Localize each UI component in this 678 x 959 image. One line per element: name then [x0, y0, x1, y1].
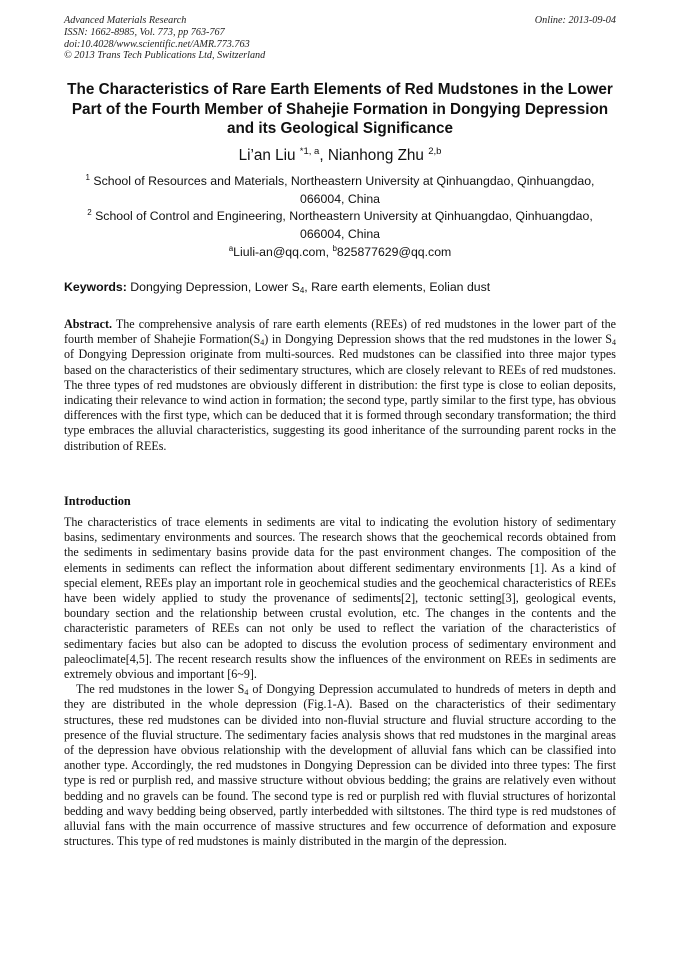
paragraph-2-part-1: The red mudstones in the lower S — [76, 682, 245, 697]
author-2-marks: 2,b — [428, 146, 442, 157]
abstract-part-3: of Dongying Depression originate from multi-sources. Red mudstones can be classified into three major types based on the characteristics of their sedimentary structures, which are closely relevant to REEs of red mudstones. The three types of red mudstones are obviously different in distribution: the first type is close to eolian deposits, indicating their relevance to wind action in formation; the second type, partly similar to the first type, has obvious differences with the first type, which can be deduced that it is formed through secondary transformation; the third type embraces the alluvial characteristics, suggesting its good inheritance of the surrounding parent rocks in the distribution of REEs. — [64, 347, 616, 453]
paragraph-2-part-2: of Dongying Depression accumulated to hundreds of meters in depth and they are distributed in the whole depression (Fig.1-A). Based on the characteristics of their sedimentary structures, these red mudstones can be divided into non-fluvial structure and fluvial structure according to the presence of the fluvial structure. The sedimentary facies analysis shows that red mudstones in the marginal areas of the depression have obvious relationship with the development of alluvial fans which can be classified into another type. Accordingly, the red mudstones in Dongying Depression can be divided into three types: The first type is red or purplish red, and massive structure without obvious bedding; the grains are relatively even without bedding and no gravels can be found. The second type is red or purplish red with fluvial structures of horizontal bedding and wavy bedding being observed, partly interbedded with siltstones. The third type is red mudstones of alluvial fans with the main occurrence of massive structures and few occurrence of deformation and exposure structures. This type of red mudstones is mainly distributed in the margin of the depression. — [64, 682, 616, 849]
affiliation-1-number: 1 — [85, 173, 90, 182]
issn-line: ISSN: 1662-8985, Vol. 773, pp 763-767 — [64, 26, 225, 38]
introduction-body — [64, 515, 616, 849]
affiliation-2-number: 2 — [87, 208, 92, 217]
abstract-sub-1: 4 — [260, 338, 265, 348]
abstract-part-1: The comprehensive analysis of rare earth elements (REEs) of red mudstones in the lower part of the fourth member of Shahejie Formation(S — [64, 317, 616, 347]
author-line — [64, 146, 616, 166]
affiliation-1-text: School of Resources and Materials, Northeastern University at Qinhuangdao, Qinhuangdao, 066004, China — [89, 174, 595, 206]
journal-name: Advanced Materials Research — [64, 15, 187, 26]
doi-line: doi:10.4028/www.scientific.net/AMR.773.763 — [64, 38, 250, 50]
keywords — [64, 279, 616, 296]
author-1-marks: *1, a — [299, 146, 320, 157]
keywords-subscript: 4 — [299, 286, 305, 295]
abstract-label: Abstract. — [64, 317, 113, 331]
email-a: Liuli-an@qq.com, — [233, 245, 333, 259]
affiliation-2-text: School of Control and Engineering, Northeastern University at Qinhuangdao, Qinhuangdao, 066004, China — [91, 209, 593, 241]
abstract-sub-2: 4 — [612, 338, 616, 348]
paper-title: The Characteristics of Rare Earth Elements of Red Mudstones in the Lower Part of the Fourth Member of Shahejie Formation in Dongying Depression and its Geological Significance — [67, 81, 613, 137]
author-1-name: Li’an Liu — [238, 147, 300, 164]
email-line — [64, 244, 616, 262]
author-separator: , Nianhong Zhu — [319, 147, 429, 164]
keywords-text-1: Dongying Depression, Lower S — [126, 280, 300, 294]
introduction-paragraph-2 — [64, 682, 616, 849]
keywords-text-2: , Rare earth elements, Eolian dust — [304, 280, 491, 294]
email-b: 825877629@qq.com — [336, 245, 452, 259]
introduction-paragraph-1: The characteristics of trace elements in sediments are vital to indicating the evolution history of sedimentary basins, sedimentary environments and sources. The research shows that the geochemical records obtained from the sediments in sedimentary basins provide data for the past environment changes. The composition of the elements in sediments can reflect the information about different sedimentary environments [1]. As a kind of special element, REEs play an important role in geochemical studies and the geochemical characteristics of REEs have been widely applied to study the provenance of sediments[2], tectonic setting[3], geological events, boundary section and the relationship between crustal evolution, etc. The changes in the contents and the characteristic parameters of REEs can not only be used to reflect the variation of the characteristics of sedimentary facies but also can be adopted to discuss the evolution process of sedimentary environment and paleoclimate[4,5]. The recent research results show the influences of the environment on REEs in sediments are extremely obvious and important [6~9]. — [64, 515, 616, 682]
paragraph-2-subscript: 4 — [244, 688, 249, 698]
abstract-part-2: ) in Dongying Depression shows that the red mudstones in the lower S — [264, 332, 612, 347]
introduction-heading: Introduction — [64, 494, 131, 508]
email-a-mark: a — [228, 244, 234, 253]
email-b-mark: b — [332, 244, 337, 253]
keywords-label: Keywords: — [64, 280, 127, 294]
abstract — [64, 317, 616, 454]
affiliation-2 — [64, 208, 616, 243]
journal-header — [64, 15, 616, 62]
affiliation-1 — [64, 173, 616, 208]
copyright-line: © 2013 Trans Tech Publications Ltd, Switzerland — [64, 50, 266, 62]
online-date: Online: 2013-09-04 — [534, 15, 616, 26]
